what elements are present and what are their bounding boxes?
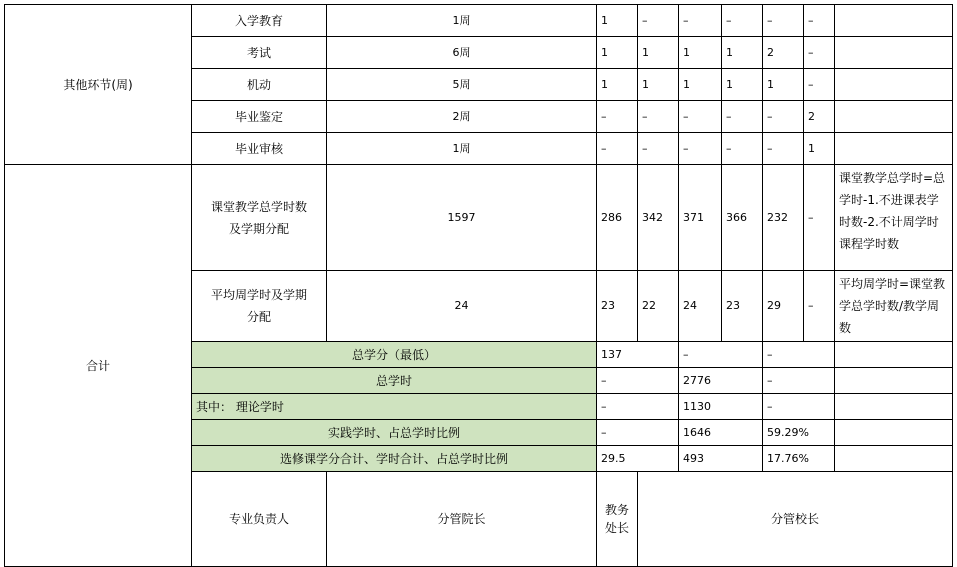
summary-label: 总学时 xyxy=(192,368,597,394)
semester-cell: – xyxy=(763,133,804,165)
summary-label: 总学分（最低） xyxy=(192,342,597,368)
summary-value-b: 2776 xyxy=(679,368,763,394)
summary-value-b: 493 xyxy=(679,446,763,472)
vice-dean-label: 分管院长 xyxy=(327,472,597,567)
row-label: 考试 xyxy=(192,37,327,69)
row-total: 5周 xyxy=(327,69,597,101)
summary-value-c: 17.76% xyxy=(763,446,835,472)
table-row xyxy=(5,165,953,271)
semester-cell: 366 xyxy=(722,165,763,271)
note-cell xyxy=(835,37,953,69)
semester-cell: – xyxy=(763,5,804,37)
semester-cell: – xyxy=(597,133,638,165)
summary-value-c: – xyxy=(763,342,835,368)
semester-cell: – xyxy=(804,165,835,271)
semester-cell: 1 xyxy=(804,133,835,165)
summary-section-category: 合计 xyxy=(5,165,192,567)
row-total: 1周 xyxy=(327,133,597,165)
semester-cell: 1 xyxy=(679,37,722,69)
semester-cell: 371 xyxy=(679,165,722,271)
curriculum-table xyxy=(4,4,953,567)
semester-cell: – xyxy=(804,5,835,37)
summary-value-b: – xyxy=(679,342,763,368)
table-row xyxy=(5,5,953,37)
semester-cell: 1 xyxy=(597,69,638,101)
note-cell: 平均周学时=课堂教学总学时数/教学周数 xyxy=(835,271,953,342)
note-cell xyxy=(835,394,953,420)
academic-director-label: 教务处长 xyxy=(597,472,638,567)
semester-cell: – xyxy=(722,5,763,37)
row-label: 毕业鉴定 xyxy=(192,101,327,133)
summary-value-b: 1646 xyxy=(679,420,763,446)
semester-cell: – xyxy=(679,101,722,133)
semester-cell: 1 xyxy=(638,37,679,69)
semester-cell: – xyxy=(638,133,679,165)
summary-value-a: – xyxy=(597,420,679,446)
row-total: 1周 xyxy=(327,5,597,37)
note-cell: 课堂教学总学时=总学时-1.不进课表学时数-2.不计周学时课程学时数 xyxy=(835,165,953,271)
semester-cell: 1 xyxy=(679,69,722,101)
other-section-category: 其他环节(周) xyxy=(5,5,192,165)
semester-cell: 22 xyxy=(638,271,679,342)
semester-cell: 24 xyxy=(679,271,722,342)
semester-cell: 1 xyxy=(597,37,638,69)
semester-cell: 1 xyxy=(722,69,763,101)
summary-label: 实践学时、占总学时比例 xyxy=(192,420,597,446)
note-cell xyxy=(835,5,953,37)
summary-value-c: 59.29% xyxy=(763,420,835,446)
semester-cell: – xyxy=(638,5,679,37)
semester-cell: 2 xyxy=(763,37,804,69)
semester-cell: – xyxy=(679,5,722,37)
summary-label: 其中： 理论学时 xyxy=(192,394,597,420)
summary-value-a: 29.5 xyxy=(597,446,679,472)
semester-cell: 342 xyxy=(638,165,679,271)
semester-cell: 232 xyxy=(763,165,804,271)
note-cell xyxy=(835,420,953,446)
semester-cell: – xyxy=(804,69,835,101)
semester-cell: 1 xyxy=(638,69,679,101)
semester-cell: 286 xyxy=(597,165,638,271)
major-head-label: 专业负责人 xyxy=(192,472,327,567)
note-cell xyxy=(835,368,953,394)
row-label: 课堂教学总学时数及学期分配 xyxy=(192,165,327,271)
note-cell xyxy=(835,69,953,101)
semester-cell: 1 xyxy=(597,5,638,37)
semester-cell: 29 xyxy=(763,271,804,342)
note-cell xyxy=(835,101,953,133)
semester-cell: 1 xyxy=(763,69,804,101)
semester-cell: – xyxy=(763,101,804,133)
semester-cell: – xyxy=(722,133,763,165)
summary-value-b: 1130 xyxy=(679,394,763,420)
summary-label: 选修课学分合计、学时合计、占总学时比例 xyxy=(192,446,597,472)
semester-cell: 23 xyxy=(597,271,638,342)
summary-value-c: – xyxy=(763,368,835,394)
note-cell xyxy=(835,133,953,165)
vice-president-label: 分管校长 xyxy=(638,472,953,567)
note-cell xyxy=(835,342,953,368)
semester-cell: – xyxy=(804,37,835,69)
semester-cell: – xyxy=(638,101,679,133)
row-label: 平均周学时及学期分配 xyxy=(192,271,327,342)
summary-value-c: – xyxy=(763,394,835,420)
semester-cell: – xyxy=(679,133,722,165)
row-label: 入学教育 xyxy=(192,5,327,37)
summary-value-a: 137 xyxy=(597,342,679,368)
row-total: 2周 xyxy=(327,101,597,133)
row-total: 6周 xyxy=(327,37,597,69)
row-total: 24 xyxy=(327,271,597,342)
summary-value-a: – xyxy=(597,394,679,420)
semester-cell: – xyxy=(597,101,638,133)
row-label: 毕业审核 xyxy=(192,133,327,165)
row-label: 机动 xyxy=(192,69,327,101)
summary-value-a: – xyxy=(597,368,679,394)
semester-cell: 2 xyxy=(804,101,835,133)
semester-cell: – xyxy=(722,101,763,133)
note-cell xyxy=(835,446,953,472)
semester-cell: 1 xyxy=(722,37,763,69)
row-total: 1597 xyxy=(327,165,597,271)
semester-cell: – xyxy=(804,271,835,342)
semester-cell: 23 xyxy=(722,271,763,342)
